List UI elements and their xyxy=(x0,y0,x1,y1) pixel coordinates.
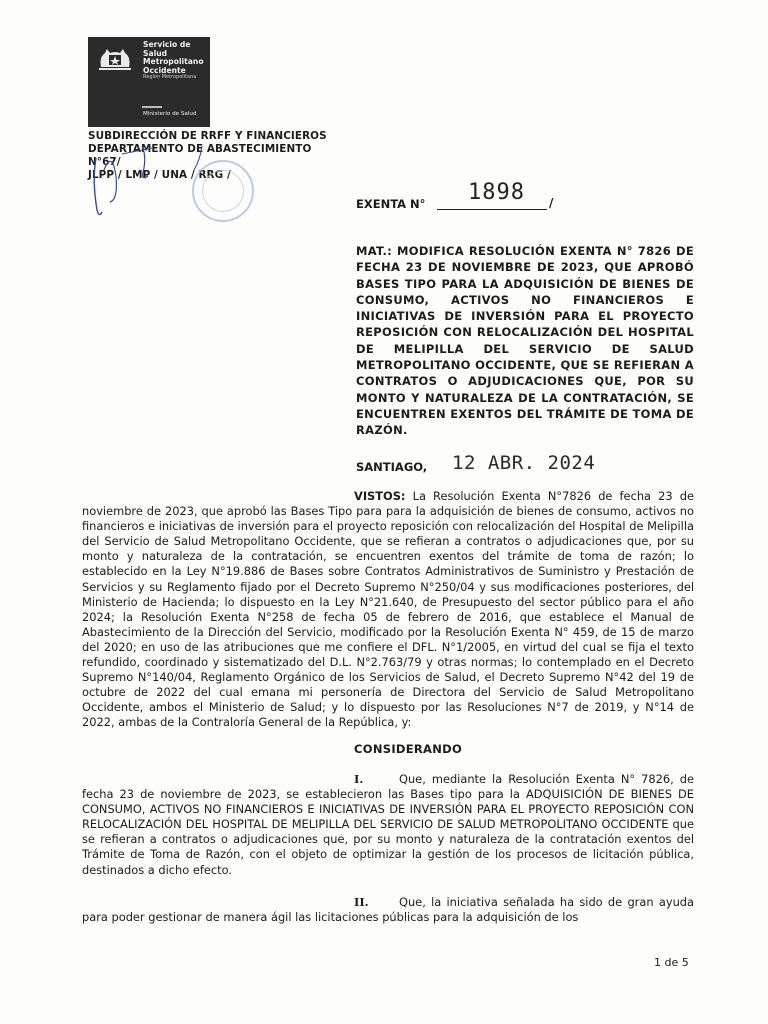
materia-text: MAT.: MODIFICA RESOLUCIÓN EXENTA N° 7826 DE FECHA 23 DE NOVIEMBRE DE 2023, QUE APROBÓ BASES TIPO PARA LA ADQUISICIÓN DE BIENES DE CONSUMO, ACTIVOS NO FINANCIEROS E INICIATIVAS DE INVERSIÓN PARA EL PROYECTO REPOSICIÓN CON RELOCALIZACIÓN DEL HOSPITAL DE MELIPILLA DEL SERVICIO DE SALUD METROPOLITANO OCCIDENTE, QUE SE REFIERAN A CONTRATOS O ADJUDICACIONES QUE, POR SU MONTO Y NATURALEZA DE LA CONTRATACIÓN, SE ENCUENTREN EXENTOS DEL TRÁMITE DE TOMA DE RAZÓN. xyxy=(356,244,694,438)
considerando-item xyxy=(82,772,694,878)
exenta-underline xyxy=(437,209,547,210)
header-subdireccion: SUBDIRECCIÓN DE RRFF Y FINANCIEROS xyxy=(88,130,327,142)
header-departamento: DEPARTAMENTO DE ABASTECIMIENTO xyxy=(88,143,312,155)
exenta-slash: / xyxy=(549,196,554,210)
exenta-number: 1898 xyxy=(468,180,525,205)
chile-crest-icon xyxy=(93,43,137,73)
item-text: Que, mediante la Resolución Exenta N° 7826, de fecha 23 de noviembre de 2023, se establecieron las Bases tipo para la ADQUISICIÓN DE BIENES DE CONSUMO, ACTIVOS NO FINANCIEROS E INICIATIVAS DE INVERSIÓN PARA EL PROYECTO REPOSICIÓN CON RELOCALIZACIÓN DEL HOSPITAL DE MELIPILLA DEL SERVICIO DE SALUD METROPOLITANO OCCIDENTE que se refieran a contratos o adjudicaciones que, por su monto y naturaleza de la contratación exentos del Trámite de Toma de Razón, con el objeto de optimizar la gestión de los procesos de licitación pública, destinados a dicho efecto. xyxy=(82,772,694,877)
org-name: Servicio de Salud Metropolitano Occidente xyxy=(143,40,204,75)
vistos-label: VISTOS: xyxy=(354,489,406,503)
exenta-label: EXENTA N° xyxy=(356,197,426,211)
round-stamp xyxy=(192,160,254,222)
date-stamp: 12 ABR. 2024 xyxy=(452,452,596,474)
santiago-label: SANTIAGO, xyxy=(356,460,428,474)
page-number: 1 de 5 xyxy=(654,956,689,969)
item-text: Que, la iniciativa señalada ha sido de gran ayuda para poder gestionar de manera ágil las licitaciones públicas para la adquisición de los xyxy=(82,895,694,925)
item-numeral: II. xyxy=(354,895,369,909)
header-number: N°67/ xyxy=(88,156,121,168)
logo-stripe xyxy=(142,106,162,108)
region-label: Región Metropolitana xyxy=(143,74,197,80)
item-numeral: I. xyxy=(354,772,364,786)
vistos-paragraph xyxy=(82,489,694,731)
considerando-item xyxy=(82,895,694,925)
header-initials: JLPP / LMP / UNA / RRG / xyxy=(88,169,231,181)
considerando-heading: CONSIDERANDO xyxy=(354,742,463,756)
vistos-text: La Resolución Exenta N°7826 de fecha 23 de noviembre de 2023, que aprobó las Bases Tipo para para la adquisición de bienes de consumo, activos no financieros e iniciativas de inversión para el proyecto reposición con relocalización del Hospital de Melipilla del Servicio de Salud Metropolitano Occidente, que se refieran a contratos o adjudicaciones que, por su monto y naturaleza de la contratación, se encuentren exentos del trámite de toma de razón; lo establecido en la Ley N°19.886 de Bases sobre Contratos Administrativos de Suministro y Prestación de Servicios y su Reglamento fijado por el Decreto Supremo N°250/04 y sus modificaciones posteriores, del Ministerio de Hacienda; lo dispuesto en la Ley N°21.640, de Presupuesto del sector público para el año 2024; la Resolución Exenta N°258 de fecha 05 de febrero de 2016, que establece el Manual de Abastecimiento de la Dirección del Servicio, modificado por la Resolución Exenta N° 459, de 15 de marzo del 2020; en uso de las atribuciones que me confiere el DFL. N°1/2005, en virtud del cual se fija el texto refundido, coordinado y sistematizado del D.L. N°2.763/79 y otras normas; lo contemplado en el Decreto Supremo N°140/04, Reglamento Orgánico de los Servicios de Salud, el Decreto Supremo N°42 del 19 de octubre de 2022 del cual emana mi personería de Directora del Servicio de Salud Metropolitano Occidente, ambos el Ministerio de Salud; y lo dispuesto por las Resoluciones N°7 de 2019, y N°14 de 2022, ambas de la Contraloría General de la República, y: xyxy=(82,489,694,730)
institution-logo xyxy=(88,37,210,127)
ministry-label: Ministerio de Salud xyxy=(143,111,197,117)
